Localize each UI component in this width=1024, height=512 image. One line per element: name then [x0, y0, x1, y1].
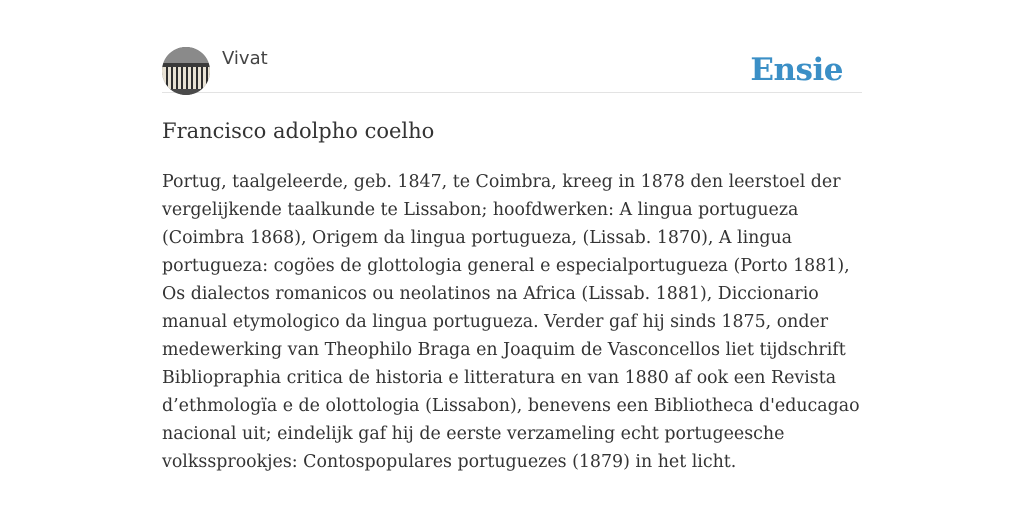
entry-body: Portug, taalgeleerde, geb. 1847, te Coimbra, kreeg in 1878 den leerstoel der vergelijkende taalkunde te Lissabon; hoofdwerken: A lingua portugueza (Coimbra 1868), Origem da lingua portugueza, (Lissab. 1870), A lingua portugueza: cogöes de glottologia general e especialportugueza (Porto 1881), Os dialectos romanicos ou neolatinos na Africa (Lissab. 1881), Diccionario manual etymologico da lingua portugueza. Verder gaf hij sinds 1875, onder medewerking van Theophilo Braga en Joaquim de Vasconcellos liet tijdschrift Bibliopraphia critica de historia e litteratura en van 1880 af ook een Revista d’ethmologïa e de olottologia (Lissabon), benevens een Bibliotheca d'educagao nacional uit; eindelijk gaf hij de eerste verzameling echt portugeesche volkssprookjes: Contospopulares portuguezes (1879) in het licht. — [162, 172, 860, 472]
author-name[interactable]: Vivat — [222, 48, 268, 69]
avatar-image — [162, 47, 210, 95]
brand-logo[interactable]: Ensie — [750, 52, 843, 88]
avatar[interactable] — [162, 47, 210, 95]
page-header — [162, 46, 862, 93]
entry-title: Francisco adolpho coelho — [162, 119, 435, 143]
